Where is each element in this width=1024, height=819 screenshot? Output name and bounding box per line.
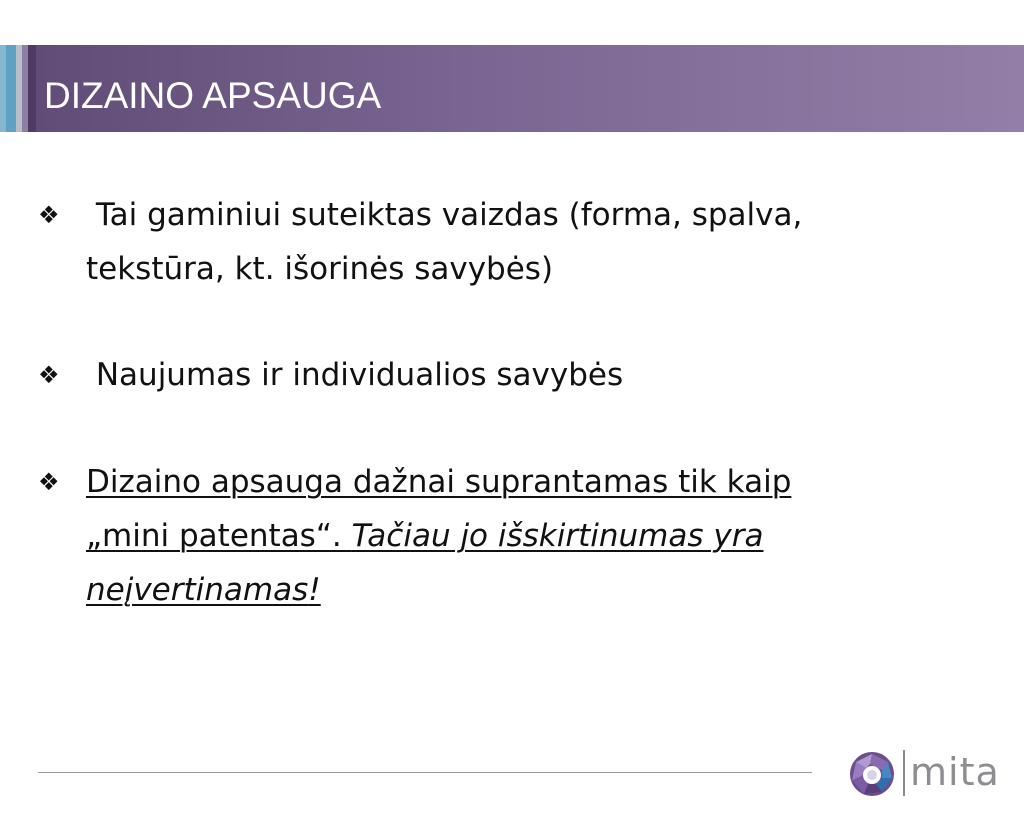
bullet-line-emphasis: neįvertinamas [86,572,309,608]
bullet-line: Tai gaminiui suteiktas vaizdas (forma, spalva, [95,197,803,233]
mita-logo [848,748,998,800]
bullet-text [86,455,906,617]
logo-divider [903,750,905,796]
diamond-bullet-icon: ❖ [38,201,60,229]
exclamation-mark: ! [308,572,321,608]
footer-divider [38,772,812,773]
bullet-text [86,188,906,296]
bullet-line: tekstūra, kt. išorinės savybės) [86,251,554,287]
bullet-line-emphasis: Tačiau jo išskirtinumas yra [351,518,764,554]
bullet-line: „mini patentas“. [86,518,352,554]
bullet-line: Dizaino apsauga dažnai suprantamas tik kaip [86,464,792,500]
slide-title: DIZAINO APSAUGA [44,75,382,116]
diamond-bullet-icon: ❖ [38,468,60,496]
logo-text: mita [910,750,1000,794]
mita-logo-icon [848,750,896,798]
bullet-line: Naujumas ir individualios savybės [95,357,624,393]
diamond-bullet-icon: ❖ [38,361,60,389]
title-accent-stripe [28,45,36,132]
bullet-text [86,348,906,402]
title-accent-stripe [6,45,16,132]
